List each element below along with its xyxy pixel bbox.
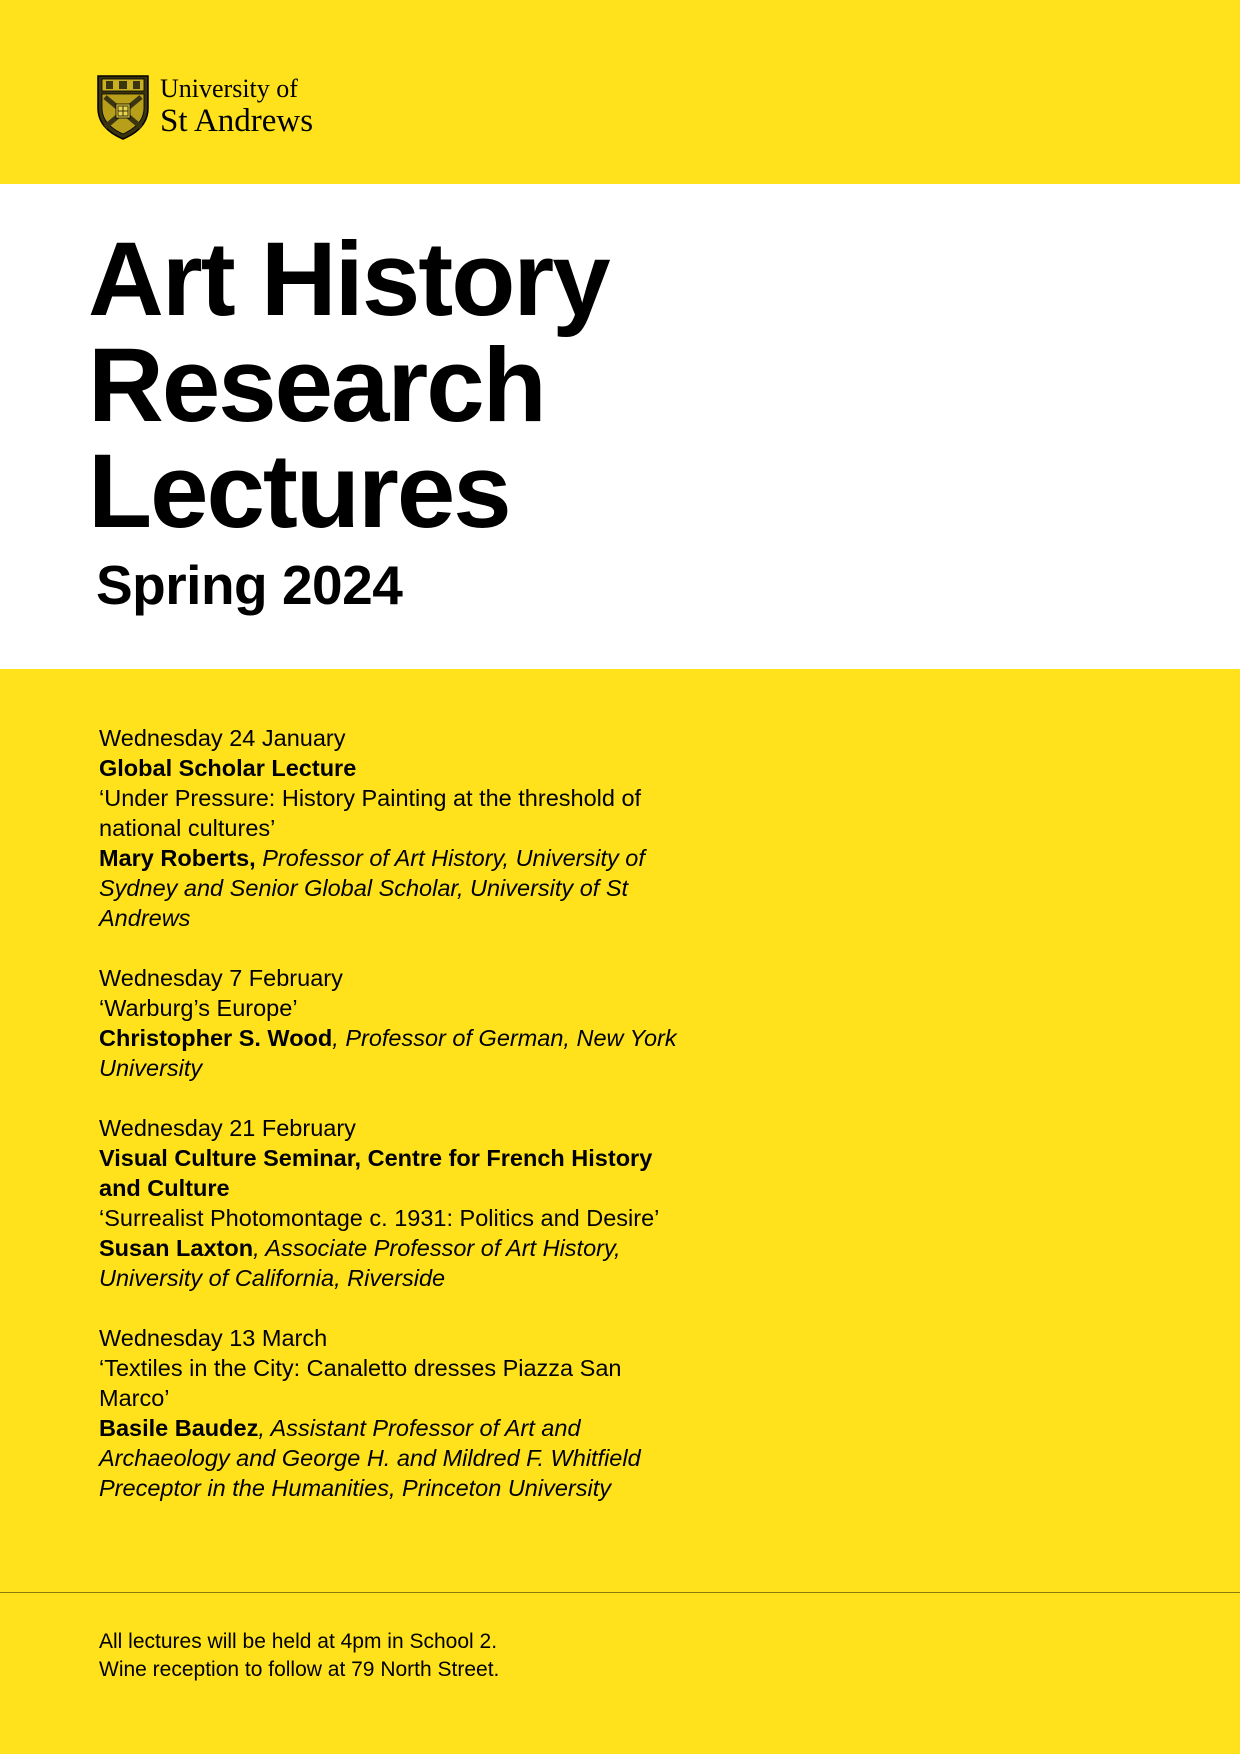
lecture-date: Wednesday 24 January	[99, 725, 346, 751]
university-logo	[97, 75, 313, 140]
lecture-affiliation: Professor of Art History, University of Sydney and Senior Global Scholar, University of St Andrews	[99, 845, 645, 931]
logo-line-university-of: University of	[160, 74, 298, 103]
lecture-affiliation: , Assistant Professor of Art and Archaeology and George H. and Mildred F. Whitfield Preceptor in the Humanities, Princeton University	[99, 1415, 641, 1501]
footer-line-reception: Wine reception to follow at 79 North Street.	[99, 1658, 500, 1681]
lecture-title: ‘Textiles in the City: Canaletto dresses Piazza San Marco’	[99, 1355, 622, 1411]
title-line-2: Research	[88, 327, 545, 444]
lecture-series: Global Scholar Lecture	[99, 755, 357, 781]
lecture-series: Visual Culture Seminar, Centre for French History and Culture	[99, 1145, 653, 1201]
lecture-title: ‘Under Pressure: History Painting at the threshold of national cultures’	[99, 785, 642, 841]
lecture-affiliation: , Associate Professor of Art History, University of California, Riverside	[99, 1235, 621, 1291]
university-crest-icon	[97, 75, 149, 140]
lecture-date: Wednesday 13 March	[99, 1325, 328, 1351]
lecture-title: ‘Surrealist Photomontage c. 1931: Politics and Desire’	[99, 1205, 660, 1231]
lecture-title: ‘Warburg’s Europe’	[99, 995, 298, 1021]
logo-line-st-andrews: St Andrews	[160, 103, 314, 139]
page-title	[88, 221, 609, 550]
lecture-item	[99, 723, 689, 933]
title-line-1: Art History	[88, 221, 609, 338]
lecture-speaker: Susan Laxton	[99, 1235, 254, 1261]
lecture-item	[99, 1113, 689, 1293]
lecture-item	[99, 1323, 689, 1503]
lecture-list	[99, 723, 689, 1533]
lecture-speaker: Mary Roberts,	[99, 845, 256, 871]
lecture-speaker: Christopher S. Wood	[99, 1025, 333, 1051]
lecture-affiliation: , Professor of German, New York University	[99, 1025, 677, 1081]
page-subtitle: Spring 2024	[96, 554, 403, 616]
footer-note	[99, 1628, 499, 1684]
lecture-date: Wednesday 21 February	[99, 1115, 356, 1141]
lecture-item	[99, 963, 689, 1083]
title-line-3: Lectures	[88, 433, 510, 550]
footer-line-time-location: All lectures will be held at 4pm in School 2.	[99, 1630, 498, 1653]
footer-divider	[0, 1592, 1240, 1593]
lecture-speaker: Basile Baudez	[99, 1415, 259, 1441]
lecture-date: Wednesday 7 February	[99, 965, 343, 991]
